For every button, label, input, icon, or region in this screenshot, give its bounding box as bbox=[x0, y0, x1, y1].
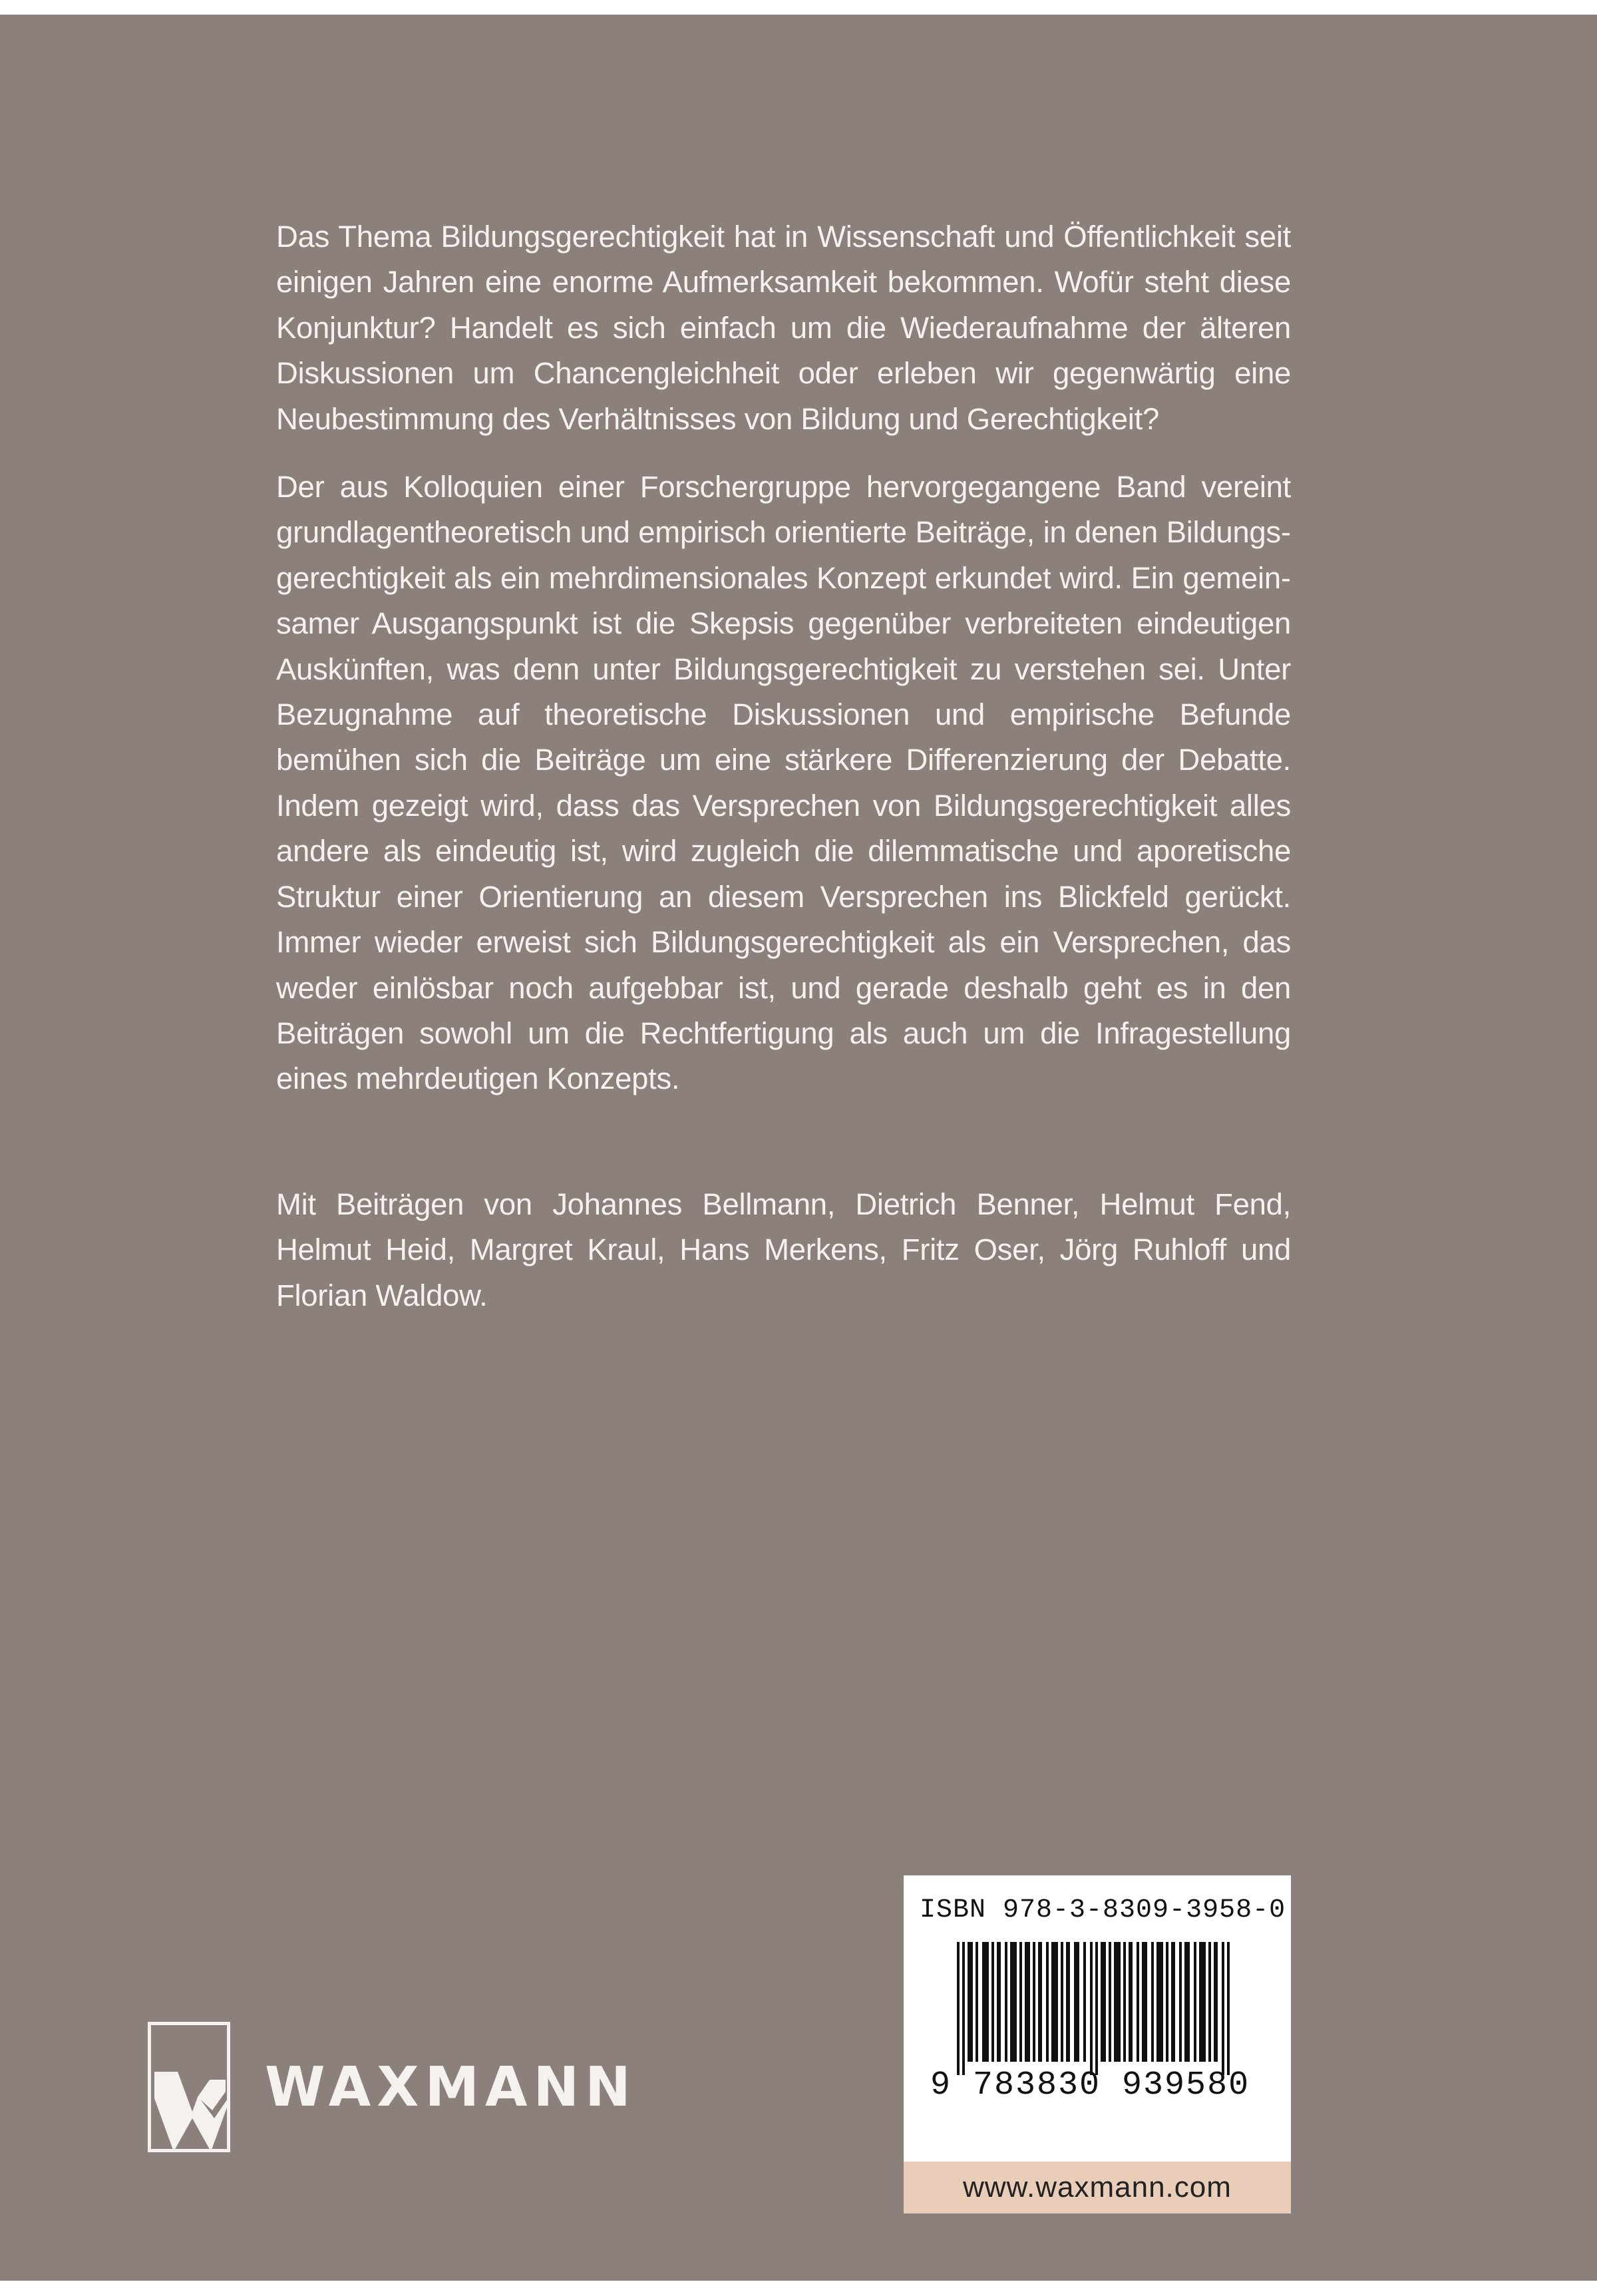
barcode-digits: 9 783830 939580 bbox=[930, 2066, 1250, 2104]
publisher-url: www.waxmann.com bbox=[904, 2162, 1291, 2213]
barcode-image bbox=[957, 1942, 1243, 2075]
blurb-paragraph: Das Thema Bildungsgerechtigkeit hat in Wissenschaft und Öffentlichkeit seit einigen Jahren eine enorme Aufmerksamkeit bekommen. Wofür steht diese Konjunktur? Handelt es sich einfach um die Wiederaufnahme der älteren Diskussionen um Chancengleichheit oder erleben wir gegenwärtig eine Neubestimmung des Verhältnisses von Bildung und Gerechtigkeit? bbox=[276, 220, 1291, 436]
publisher-name: WAXMANN bbox=[265, 2055, 637, 2119]
back-cover bbox=[0, 15, 1597, 2281]
isbn-barcode-box bbox=[904, 1875, 1291, 2162]
blurb-text bbox=[276, 214, 1291, 1341]
blurb-paragraph: Der aus Kolloquien einer Forschergruppe hervorgegangene Band vereint grundlagentheoretisch und empirisch orientierte Beiträge, in denen Bildungsgerechtigkeit als ein mehrdimensionales Konzept erkundet wird. Ein gemeinsamer Ausgangspunkt ist die Skepsis gegenüber verbreiteten eindeutigen Auskünften, was denn unter Bildungsgerechtigkeit zu verstehen sei. Unter Bezugnahme auf theoretische Diskussionen und empirische Befunde bemühen sich die Beiträge um eine stärkere Differenzierung der Debatte. Indem gezeigt wird, dass das Versprechen von Bildungsgerechtigkeit alles andere als eindeutig ist, wird zugleich die dilemmatische und aporetische Struktur einer Orientierung an diesem Versprechen ins Blickfeld gerückt. Immer wieder erweist sich Bildungsgerechtigkeit als ein Versprechen, das weder einlösbar noch aufgebbar ist, und gerade deshalb geht es in den Beiträgen sowohl um die Rechtfertigung als auch um die Infragestellung eines mehrdeutigen Konzepts. bbox=[276, 470, 1291, 1096]
waxmann-w-mark-icon bbox=[148, 2022, 230, 2152]
isbn-number: ISBN 978-3-8309-3958-0 bbox=[920, 1895, 1286, 1925]
contributors-note: Mit Beiträgen von Johannes Bellmann, Dietrich Benner, Helmut Fend, Helmut Heid, Margret Kraul, Hans Merkens, Fritz Oser, Jörg Ruhloff und Florian Waldow. bbox=[276, 1187, 1291, 1312]
publisher-logo bbox=[148, 2022, 637, 2152]
